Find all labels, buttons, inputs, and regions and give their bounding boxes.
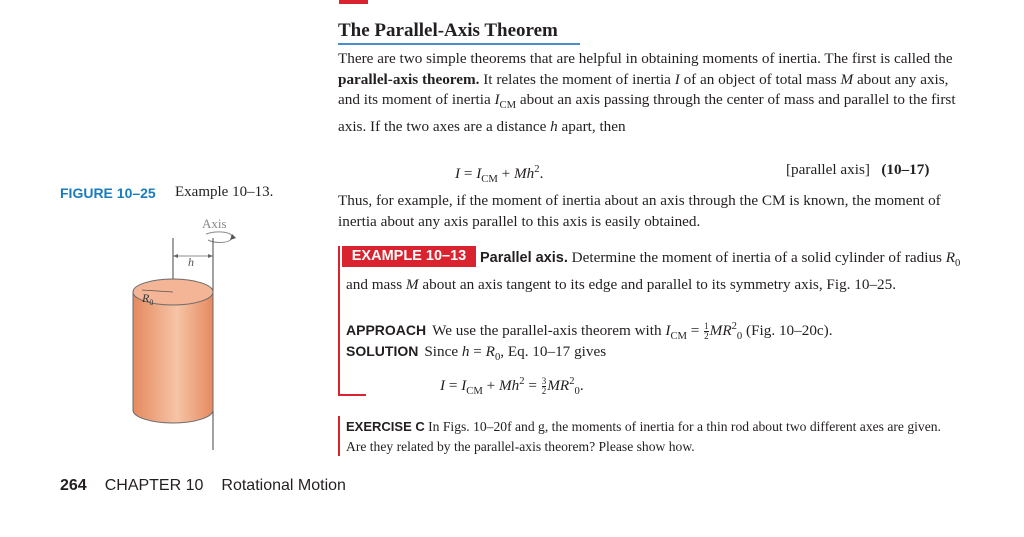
exercise-rule — [338, 416, 340, 456]
example-rule-vertical — [338, 246, 340, 396]
rotation-arrow-icon — [206, 232, 232, 243]
approach-heading: APPROACH — [346, 322, 427, 339]
page-number: 264 — [60, 477, 87, 494]
figure-label: FIGURE 10–25 — [60, 185, 156, 201]
fraction-three-halves: $\frac{3}{2}$ — [541, 376, 547, 397]
exercise-heading: EXERCISE C — [346, 419, 425, 434]
chapter-label: CHAPTER 10 — [104, 477, 204, 494]
cylinder-body — [133, 292, 213, 423]
h-label: h — [188, 255, 194, 269]
axis-label: Axis — [202, 216, 227, 231]
followup-paragraph: Thus, for example, if the moment of inertia about an axis through the CM is known, the moment of inertia about any axis parallel to this axis is easily obtained. — [338, 192, 941, 230]
chapter-title: Rotational Motion — [221, 477, 346, 494]
exercise-c: EXERCISE C In Figs. 10–20f and g, the moments of inertia for a thin rod about two different axes are given. Are they related by the parallel-axis theorem? Please show how. — [346, 419, 941, 454]
fraction-half: $\frac{1}{2}$ — [704, 321, 709, 342]
top-accent-mark — [339, 0, 368, 4]
example-statement: Parallel axis. Determine the moment of inertia of a solid cylinder of radius $R_0$ and mass M about an axis tangent to its edge and parallel to its symmetry axis, Fig. 10–25. — [346, 249, 961, 293]
title-underline — [338, 43, 580, 45]
solution-heading: SOLUTION — [346, 343, 419, 359]
example-badge: EXAMPLE 10–13 — [342, 246, 476, 267]
radius-label: $R_0$ — [142, 291, 154, 307]
example-title: Parallel axis. — [480, 250, 568, 266]
equation-parallel-axis: $I = I_{CM} + Mh^2$. — [455, 164, 544, 186]
page-footer — [60, 477, 346, 495]
figure-caption: Example 10–13. — [175, 184, 274, 200]
solution-paragraph: SOLUTION Since $h = R_0$, Eq. 10–17 gives — [346, 343, 607, 364]
cylinder-figure — [120, 210, 280, 455]
approach-paragraph: APPROACH We use the parallel-axis theorem with $I_{CM}$ = $\frac{1}{2}$ $MR^2_0$ (Fig. 10–20c). — [346, 321, 833, 343]
section-title: The Parallel-Axis Theorem — [338, 20, 558, 41]
example-rule-horizontal — [338, 394, 366, 396]
intro-paragraph: There are two simple theorems that are helpful in obtaining moments of inertia. The first is called the parallel-axis theorem. It relates the moment of inertia I of an object of total mass M about any axis, and its moment of inertia $I_{CM}$ about an axis passing through the center of mass and parallel to the first axis. If the two axes are a distance h apart, then — [338, 50, 956, 135]
equation-tag: [parallel axis] (10–17) — [786, 161, 930, 178]
equation-solution: $I = I_{CM} + Mh^2$ = $\frac{3}{2}$ $MR^2_0$. — [440, 376, 584, 398]
